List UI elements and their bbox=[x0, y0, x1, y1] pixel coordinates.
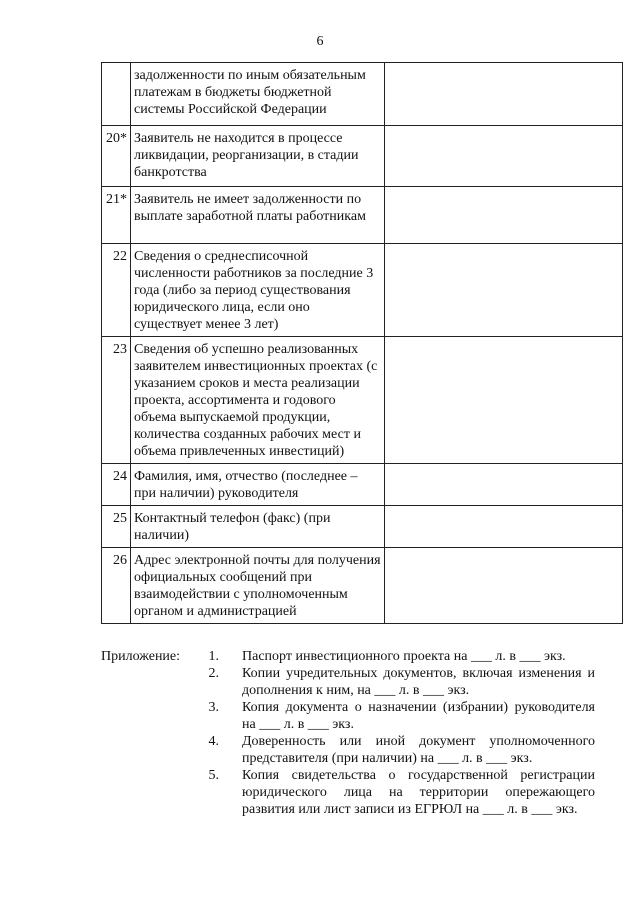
table-row bbox=[102, 506, 623, 548]
appendix-item-text: Копия документа о назначении (избрании) руководителя на ___ л. в ___ экз. bbox=[242, 700, 595, 732]
row-number: 24 bbox=[102, 464, 131, 506]
row-description: Сведения об успешно реализованных заявителем инвестиционных проектах (с указанием сроков и места реализации проекта, ассортимента и годового объема выпускаемой продукции, количества созданных рабочих мест и объема привлеченных инвестиций) bbox=[131, 337, 385, 464]
row-value-cell[interactable] bbox=[385, 464, 623, 506]
table-row bbox=[102, 337, 623, 464]
page-number: 6 bbox=[316, 34, 324, 49]
table-row bbox=[102, 548, 623, 624]
row-value-cell[interactable] bbox=[385, 187, 623, 244]
row-number: 23 bbox=[102, 337, 131, 464]
row-description: Сведения о среднесписочной численности работников за последние 3 года (либо за период существования юридического лица, если оно существует менее 3 лет) bbox=[131, 244, 385, 337]
appendix-item-number: 3. bbox=[208, 700, 219, 715]
row-description: задолженности по иным обязательным платежам в бюджеты бюджетной системы Российской Федерации bbox=[131, 63, 385, 126]
appendix-item-text: Копии учредительных документов, включая изменения и дополнения к ним, на ___ л. в ___ экз. bbox=[242, 666, 595, 698]
row-description: Фамилия, имя, отчество (последнее – при наличии) руководителя bbox=[131, 464, 385, 506]
table-row bbox=[102, 187, 623, 244]
table-row bbox=[102, 63, 623, 126]
table-row bbox=[102, 464, 623, 506]
row-number bbox=[102, 63, 131, 126]
table-row bbox=[102, 244, 623, 337]
row-description: Адрес электронной почты для получения официальных сообщений при взаимодействии с уполномоченным органом и администрацией bbox=[131, 548, 385, 624]
table-row bbox=[102, 126, 623, 187]
row-value-cell[interactable] bbox=[385, 506, 623, 548]
row-description: Заявитель не имеет задолженности по выплате заработной платы работникам bbox=[131, 187, 385, 244]
row-number: 25 bbox=[102, 506, 131, 548]
row-value-cell[interactable] bbox=[385, 244, 623, 337]
row-value-cell[interactable] bbox=[385, 126, 623, 187]
appendix-item-number: 2. bbox=[208, 666, 219, 681]
row-number: 22 bbox=[102, 244, 131, 337]
row-value-cell[interactable] bbox=[385, 548, 623, 624]
row-description: Контактный телефон (факс) (при наличии) bbox=[131, 506, 385, 548]
application-form-table bbox=[101, 62, 623, 624]
appendix-label: Приложение: bbox=[101, 649, 181, 664]
row-value-cell[interactable] bbox=[385, 337, 623, 464]
appendix-item-number: 4. bbox=[208, 734, 219, 749]
row-number: 20* bbox=[102, 126, 131, 187]
appendix-item-text: Копия свидетельства о государственной регистрации юридического лица на территории опережающего развития или лист записи из ЕГРЮЛ на ___ л. в ___ экз. bbox=[242, 768, 595, 817]
row-number: 21* bbox=[102, 187, 131, 244]
appendix-item-text: Доверенность или иной документ уполномоченного представителя (при наличии) на ___ л. в ___ экз. bbox=[242, 734, 595, 766]
appendix-item-number: 5. bbox=[208, 768, 219, 783]
appendix-item-number: 1. bbox=[208, 649, 219, 664]
row-number: 26 bbox=[102, 548, 131, 624]
row-description: Заявитель не находится в процессе ликвидации, реорганизации, в стадии банкротства bbox=[131, 126, 385, 187]
row-value-cell[interactable] bbox=[385, 63, 623, 126]
appendix-item-text: Паспорт инвестиционного проекта на ___ л. в ___ экз. bbox=[242, 649, 566, 664]
